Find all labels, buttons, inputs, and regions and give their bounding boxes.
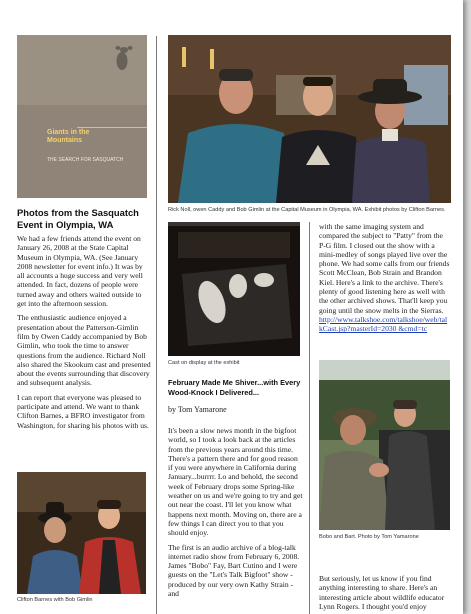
column-divider-left [156,36,157,614]
article1-headline: Photos from the Sasquatch Event in Olympia, WA [17,207,139,230]
clifton-photo-caption: Clifton Barnes with Bob Gimlin [17,597,93,603]
group-photo-caption: Rick Noll, owen Caddy and Bob Gimlin at the Capital Museum in Olympia, WA. Exhibit photos by Clifton Barnes. [168,207,446,213]
article1-body [17,234,151,435]
article1-paragraph-2: The enthusiastic audience enjoyed a presentation about the Patterson-Gimlin film by Owen Caddy accompanied by Bob Gimlin, who took the time to answer questions from the audience. Richard Noll also shared the Skookum cast and presented about the events surrounding that discovery and subsequent analysis. [17,313,151,388]
bobo-bart-photo [319,360,450,530]
book-cover-illustration [17,35,147,198]
talkshoe-archive-link[interactable]: http://www.talkshoe.com/talkshoe/web/tal kCast.jsp?masterId=2030 &cmd=tc [319,314,448,334]
bobo-bart-illustration [319,360,450,530]
column3-closing: But seriously, let us know if you find anything interesting to share. Here's an interesting article about wildlife educator Lynn Rogers. I thought you'd enjoy [319,574,445,611]
article2-paragraph-1: It's been a slow news month in the bigfoot world, so I took a look back at the articles from the previous years around this time. There's a pattern there and for good reason if you were anywhere in California during January...burrrr. Lo and behold, the second week of February drops some Spring-like weather on us and we're going to try and get out near the coast. I'll let you know what happens next month. Moving on, there are a few things I can direct you to that you should enjoy. [168,426,303,538]
article1-paragraph-1: We had a few friends attend the event on January 26, 2008 at the State Capital Museum in Olympia, WA. (See January 2008 newsletter for event info.) It was by all accounts a huge success and very well attended. In fact, dozens of people were turned away and others waited outside to get into the afternoon session. [17,234,143,309]
cast-photo-caption: Cast on display at the exhibit [168,360,240,366]
book-cover-photo [17,35,147,198]
cast-illustration [168,222,300,356]
article2-headline: February Made Me Shiver...with Every Wood-Knock I Delivered... [168,378,301,397]
bobo-photo-caption: Bobo and Bart. Photo by Tom Yamarone [319,534,419,540]
book-title: Giants in the Mountains [47,129,90,144]
article2-paragraph-2: The first is an audio archive of a blog-talk internet radio show from February 6, 2008. James "Bobo" Fay, Bart Cutino and I were guests on the "Let's Talk Bigfoot" show - produced by our very own Kathy Strain - and [168,542,300,599]
people-illustration [17,472,146,594]
article1-paragraph-3: I can report that everyone was pleased to participate and attend. We want to thank Clifton Barnes, a BFRO investigator from Washington, for sharing his photos with us. [17,392,149,430]
article2-byline: by Tom Yamarone [168,405,227,414]
cast-display-photo [168,222,300,356]
group-photo [168,35,451,203]
group-illustration [168,35,451,203]
book-subtitle: THE SEARCH FOR SASQUATCH [47,157,124,163]
column3-body [319,222,450,334]
article2-body [168,426,304,603]
column-divider-right [309,222,310,614]
column3-paragraph: with the same imaging system and compared the subject to "Patty" from the P-G film. I closed out the show with a mini-medley of songs played live over the phone. We had some calls from our friends Scott McClean, Bob Strain and Brandon Kiel. Here's a link to the archive. There's plenty of good listening here as well with the other archived shows. That'll keep you going until the snow melts in the Sierras. [319,222,450,315]
clifton-gimlin-photo [17,472,146,594]
